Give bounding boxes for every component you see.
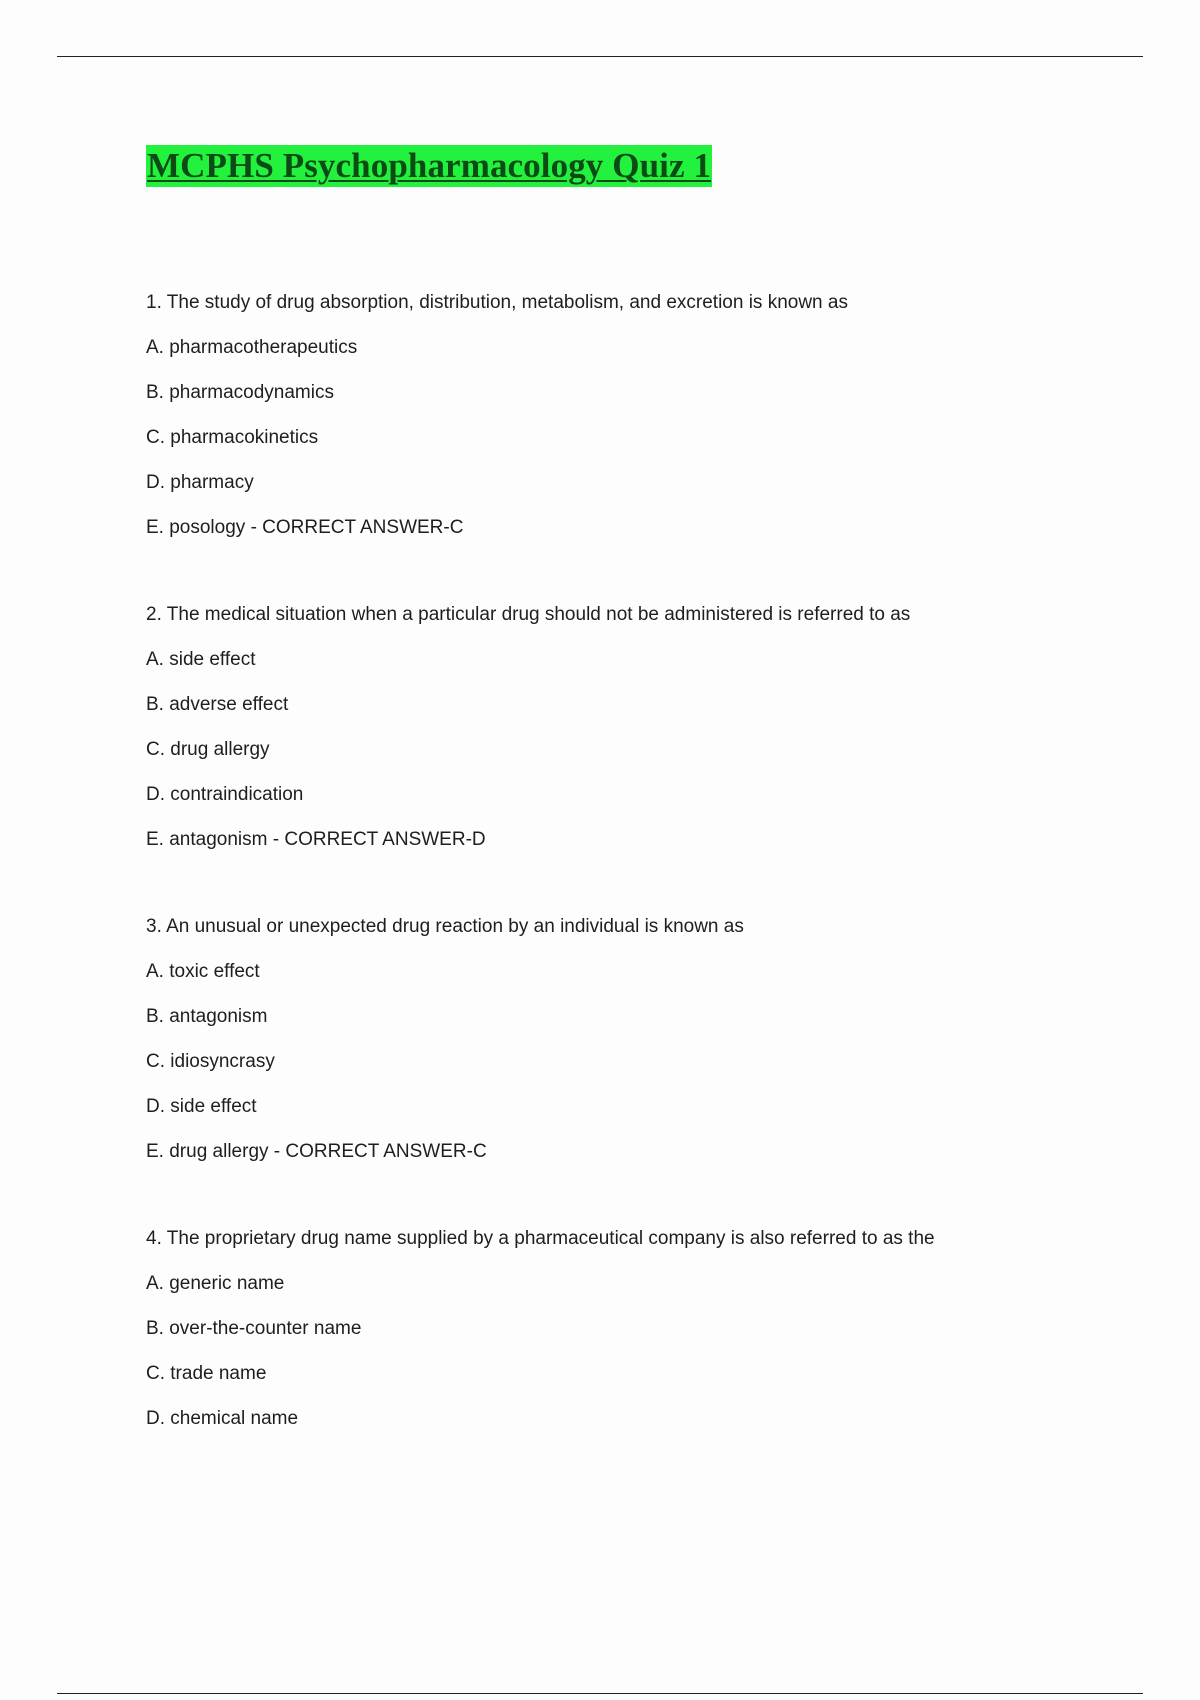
answer-option: B. antagonism: [146, 1006, 268, 1027]
question-3: [146, 904, 1146, 1174]
quiz-content: [146, 280, 1146, 1483]
top-rule: [57, 56, 1143, 57]
answer-option: E. posology - CORRECT ANSWER-C: [146, 517, 464, 538]
answer-option: C. trade name: [146, 1363, 267, 1384]
answer-option: A. pharmacotherapeutics: [146, 337, 358, 358]
answer-option: B. adverse effect: [146, 694, 289, 715]
question-2: [146, 592, 1146, 862]
question-prompt: 4. The proprietary drug name supplied by a pharmaceutical company is also referred to as the: [146, 1228, 935, 1249]
answer-option: D. pharmacy: [146, 472, 254, 493]
answer-option: C. pharmacokinetics: [146, 427, 319, 448]
answer-option: B. pharmacodynamics: [146, 382, 334, 403]
bottom-rule: [57, 1693, 1143, 1694]
answer-option: B. over-the-counter name: [146, 1318, 362, 1339]
title-block: [146, 145, 712, 187]
answer-option: D. contraindication: [146, 784, 304, 805]
answer-option: E. drug allergy - CORRECT ANSWER-C: [146, 1141, 487, 1162]
question-prompt: 1. The study of drug absorption, distribution, metabolism, and excretion is known as: [146, 292, 848, 313]
answer-option: A. generic name: [146, 1273, 285, 1294]
answer-option: C. idiosyncrasy: [146, 1051, 275, 1072]
question-prompt: 2. The medical situation when a particular drug should not be administered is referred to as: [146, 604, 911, 625]
question-prompt: 3. An unusual or unexpected drug reaction by an individual is known as: [146, 916, 744, 937]
answer-option: D. side effect: [146, 1096, 257, 1117]
answer-option: E. antagonism - CORRECT ANSWER-D: [146, 829, 486, 850]
answer-option: A. toxic effect: [146, 961, 260, 982]
answer-option: D. chemical name: [146, 1408, 299, 1429]
question-4: [146, 1216, 1146, 1441]
document-title: MCPHS Psychopharmacology Quiz 1: [147, 146, 712, 185]
answer-option: A. side effect: [146, 649, 256, 670]
answer-option: C. drug allergy: [146, 739, 270, 760]
question-1: [146, 280, 1146, 550]
